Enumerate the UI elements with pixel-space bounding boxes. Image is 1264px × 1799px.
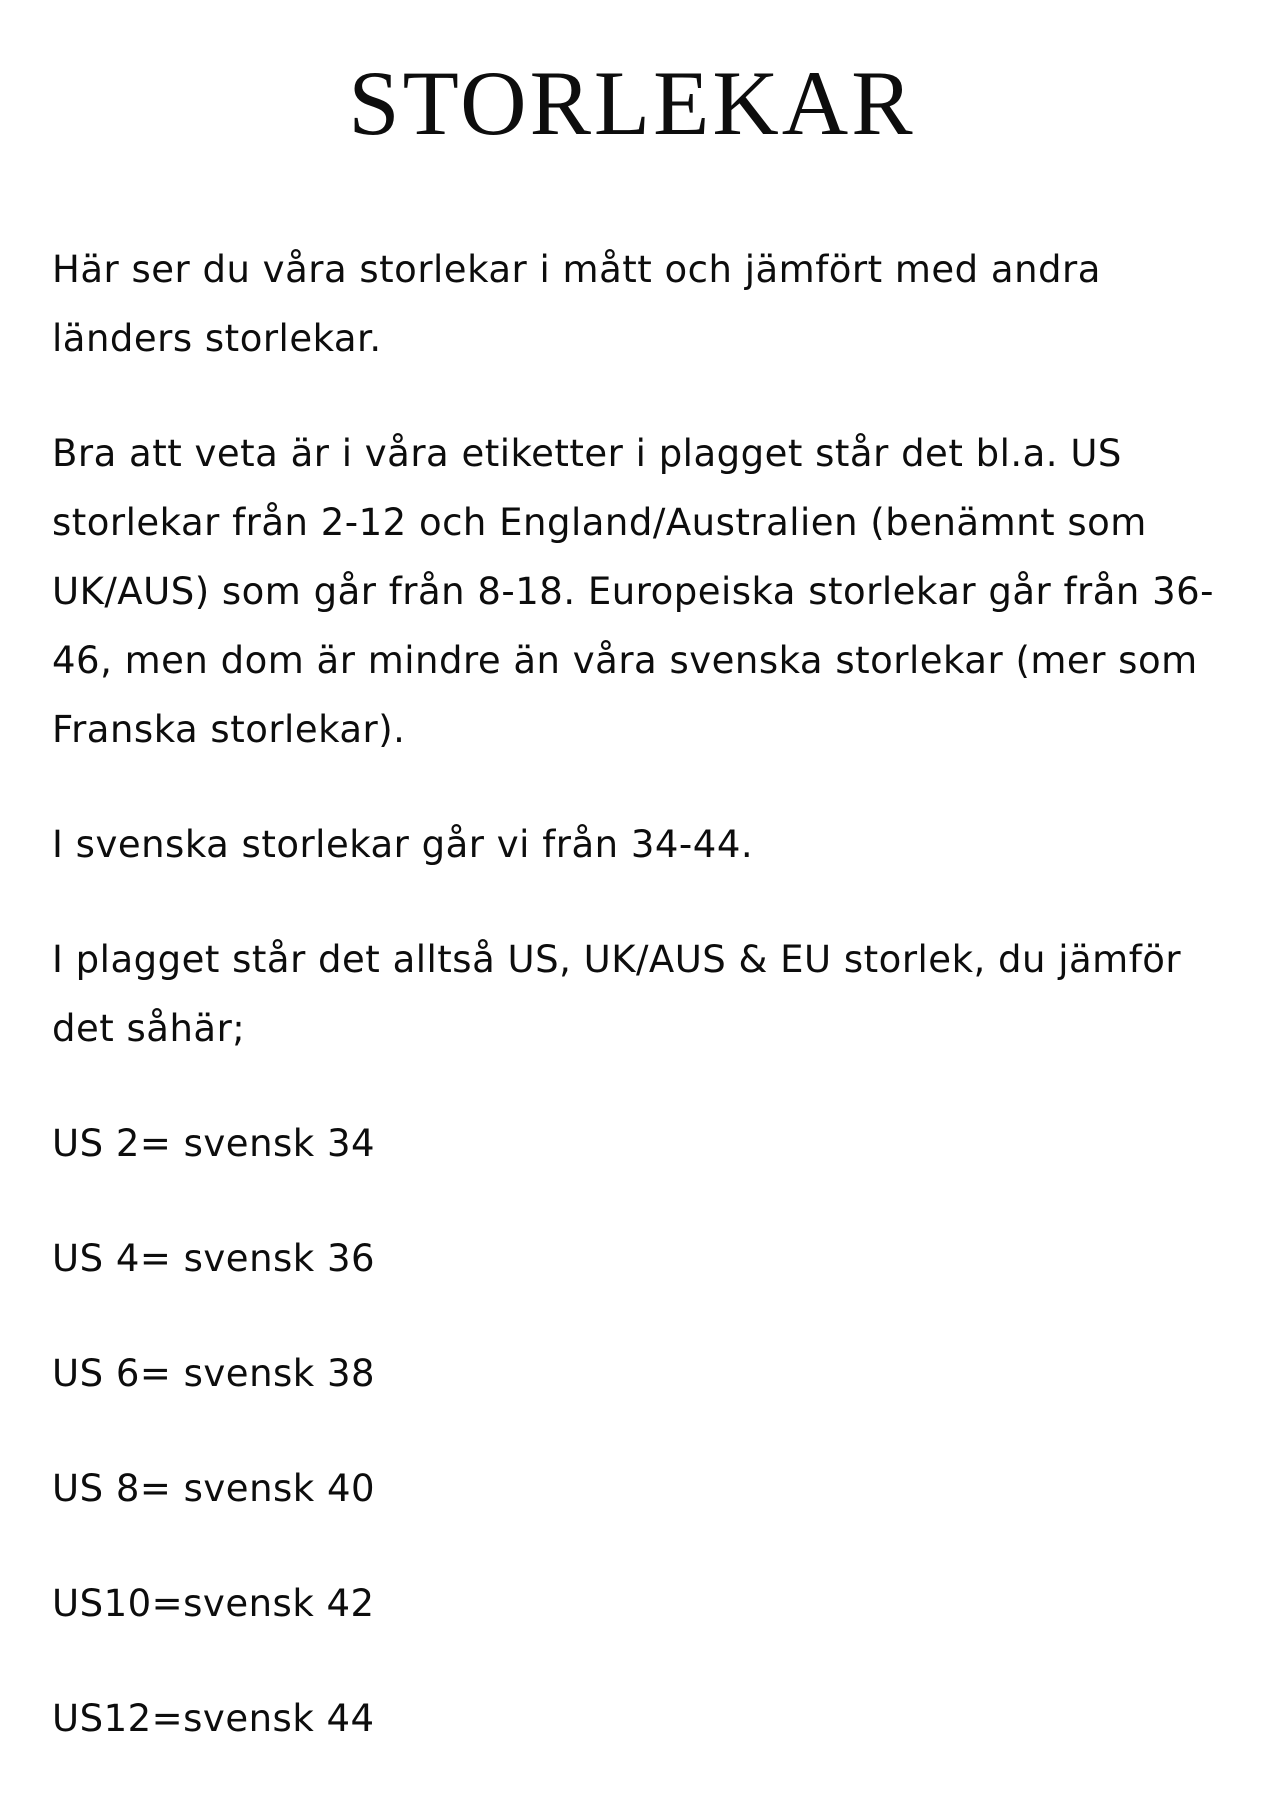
size-conversion-list: [52, 1109, 1232, 1753]
size-conversion-item: US 4= svensk 36: [52, 1237, 376, 1280]
page-title: STORLEKAR: [348, 52, 916, 154]
comparison-intro-paragraph: I plagget står det alltså US, UK/AUS & EU storlek, du jämför det såhär;: [52, 938, 1182, 1050]
swedish-range-paragraph: I svenska storlekar går vi från 34-44.: [52, 823, 754, 866]
size-conversion-item: US 6= svensk 38: [52, 1352, 376, 1395]
label-info-paragraph: Bra att veta är i våra etiketter i plagget står det bl.a. US storlekar från 2-12 och England/Australien (benämnt som UK/AUS) som går från 8-18. Europeiska storlekar går från 36-46, men dom är mindre än våra svenska storlekar (mer som Franska storlekar).: [52, 432, 1215, 751]
size-conversion-item: US 2= svensk 34: [52, 1122, 376, 1165]
intro-paragraph: Här ser du våra storlekar i mått och jämfört med andra länders storlekar.: [52, 248, 1101, 360]
size-conversion-item: US12=svensk 44: [52, 1697, 375, 1740]
size-conversion-item: US 8= svensk 40: [52, 1467, 376, 1510]
document-body: [52, 235, 1232, 1799]
size-conversion-item: US10=svensk 42: [52, 1582, 375, 1625]
